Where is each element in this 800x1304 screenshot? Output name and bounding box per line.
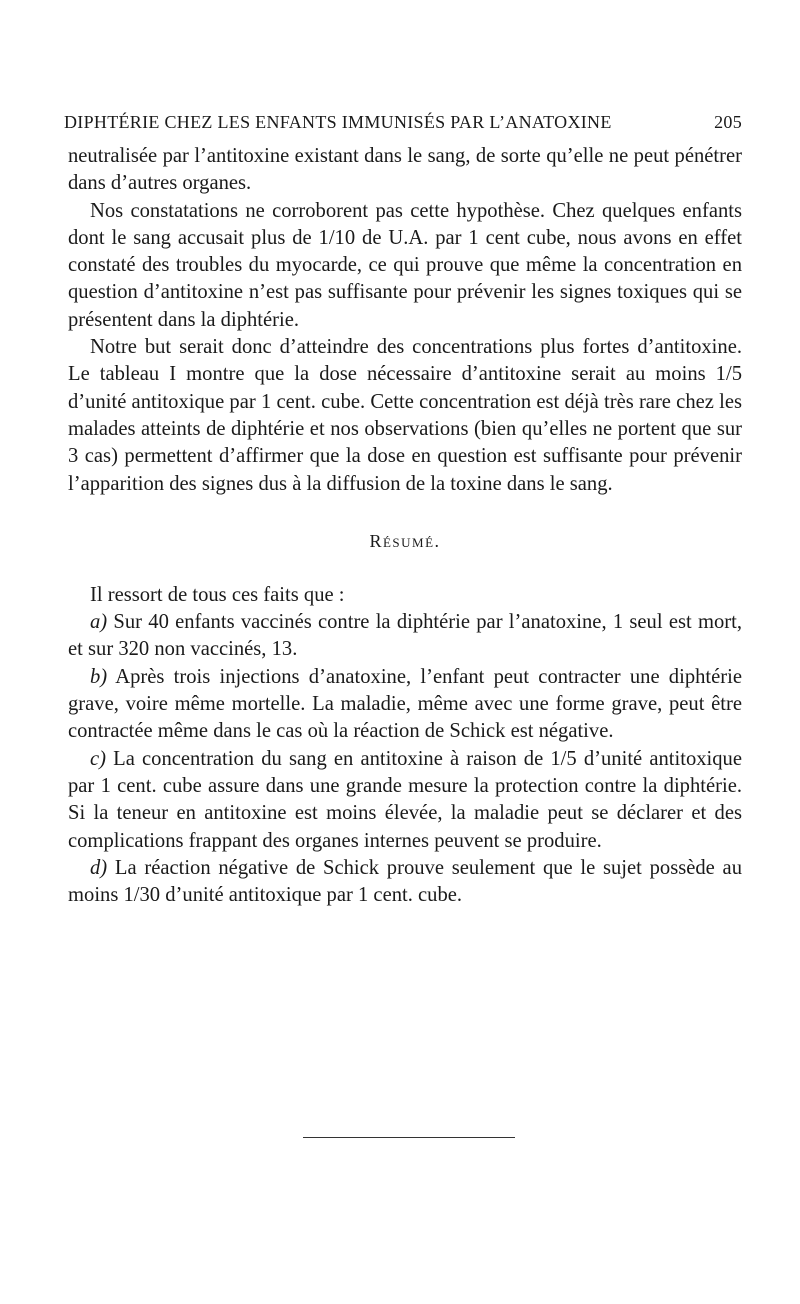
page-number: 205 <box>714 112 742 132</box>
paragraph: Notre but serait donc d’atteindre des concentrations plus fortes d’antitoxine. Le tableau I montre que la dose nécessaire d’antitoxine serait au moins 1/5 d’unité antitoxique par 1 cent. cube. Cette concentration est déjà très rare chez les malades atteints de diphtérie et nos observations (bien qu’elles ne portent que sur 3 cas) permettent d’affirmer que la dose en question est suffisante pour prévenir l’apparition des signes dus à la diffusion de la toxine dans le sang. <box>68 336 742 495</box>
summary-item-d <box>68 855 742 910</box>
item-letter: d) <box>90 856 108 879</box>
paragraph-continued: neutralisée par l’antitoxine existant dans le sang, de sorte qu’elle ne peut pénétrer dans d’autres organes. <box>68 145 742 195</box>
item-text: Sur 40 enfants vaccinés contre la diphtérie par l’anatoxine, 1 seul est mort, et sur 320 non vaccinés, 13. <box>68 611 742 661</box>
item-letter: a) <box>90 611 108 634</box>
running-title: DIPHTÉRIE CHEZ LES ENFANTS IMMUNISÉS PAR L’ANATOXINE <box>64 112 612 132</box>
item-letter: c) <box>90 747 106 770</box>
end-rule <box>303 1137 515 1138</box>
running-head <box>64 112 742 133</box>
summary-intro: Il ressort de tous ces faits que : <box>90 583 345 606</box>
summary-item-b <box>68 664 742 746</box>
summary-item-a <box>68 609 742 664</box>
section-heading: Résumé. <box>369 530 441 551</box>
item-letter: b) <box>90 665 108 688</box>
summary-item-c <box>68 746 742 855</box>
item-text: La concentration du sang en antitoxine à raison de 1/5 d’unité antitoxique par 1 cent. cube assure dans une grande mesure la protection contre la diphtérie. Si la teneur en antitoxine est moins élevée, la maladie peut se déclarer et des complications frappant des organes internes peuvent se produire. <box>68 747 742 852</box>
item-text: La réaction négative de Schick prouve seulement que le sujet possède au moins 1/30 d’unité antitoxique par 1 cent. cube. <box>68 856 742 907</box>
page <box>64 112 742 909</box>
paragraph: Nos constatations ne corroborent pas cette hypothèse. Chez quelques enfants dont le sang accusait plus de 1/10 de U.A. par 1 cent cube, nous avons en effet constaté des troubles du myocarde, ce qui prouve que même la concentration en question d’antitoxine n’est pas suffisante pour prévenir les signes toxiques qui se présentent dans la diphtérie. <box>68 199 742 331</box>
item-text: Après trois injections d’anatoxine, l’enfant peut contracter une diphtérie grave, voire même mortelle. La maladie, même avec une forme grave, peut être contractée même dans le cas où la réaction de Schick est négative. <box>68 665 742 743</box>
